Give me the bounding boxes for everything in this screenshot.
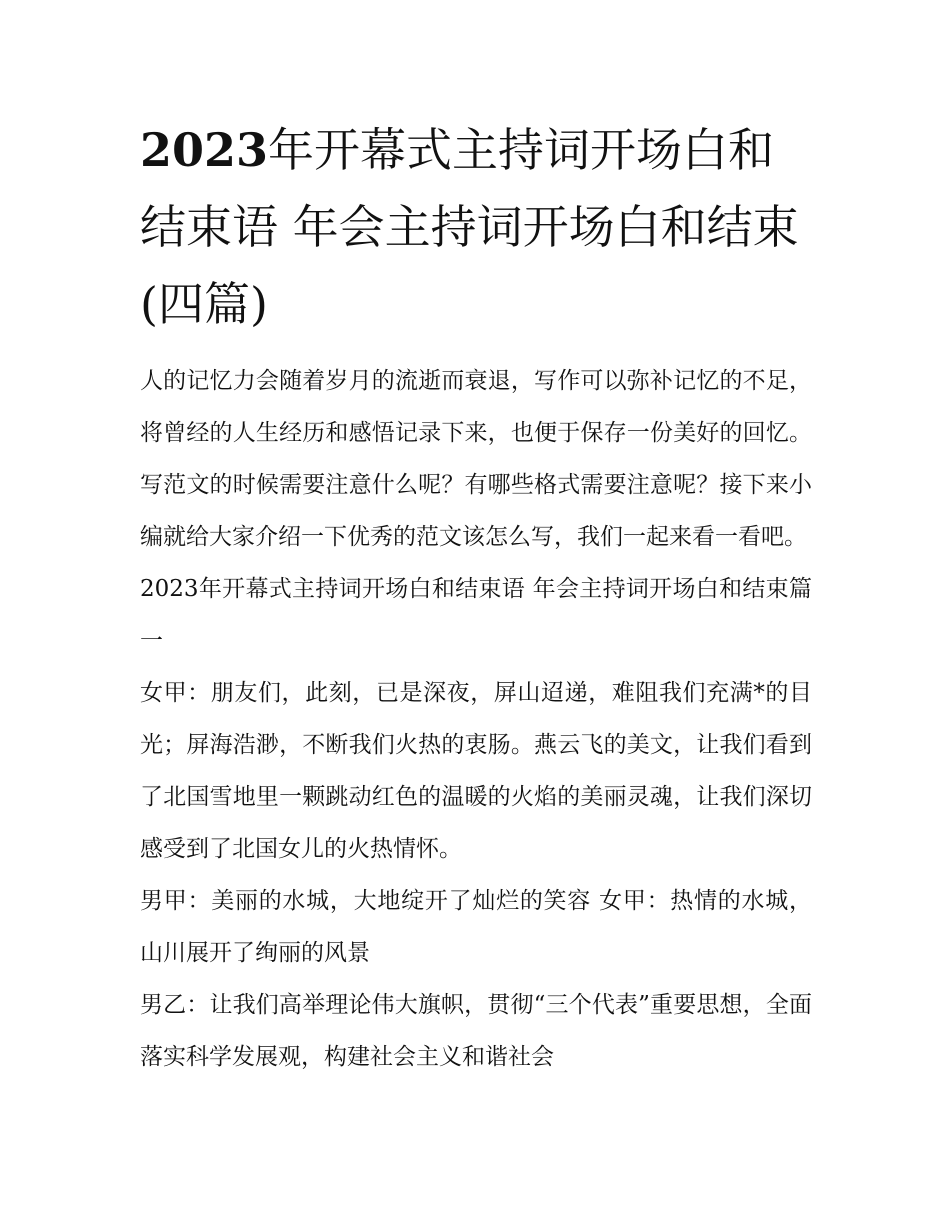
intro-paragraph: 人的记忆力会随着岁月的流逝而衰退，写作可以弥补记忆的不足，将曾经的人生经历和感悟记录下来，也便于保存一份美好的回忆。写范文的时候需要注意什么呢？有哪些格式需要注意呢？接下来小编就给大家介绍一下优秀的范文该怎么写，我们一起来看一看吧。 xyxy=(140,368,812,550)
dialogue-paragraph: 男甲：美丽的水城，大地绽开了灿烂的笑容 女甲：热情的水城，山川展开了绚丽的风景 xyxy=(140,888,812,966)
title-text: 年开幕式主持词开场白和结束语 年会主持词开场白和结束(四篇) xyxy=(140,123,799,331)
dialogue-paragraph: 女甲：朋友们，此刻，已是深夜，屏山迢递，难阻我们充满*的目光；屏海浩渺，不断我们火热的衷肠。燕云飞的美文，让我们看到了北国雪地里一颗跳动红色的温暖的火焰的美丽灵魂，让我们深切感受到了北国女儿的火热情怀。 xyxy=(140,680,812,862)
title-year: 2023 xyxy=(140,123,269,177)
document-body xyxy=(140,355,812,1083)
section-heading: 2023年开幕式主持词开场白和结束语 年会主持词开场白和结束篇一 xyxy=(140,576,812,654)
dialogue-paragraph: 男乙：让我们高举理论伟大旗帜，贯彻“三个代表”重要思想，全面落实科学发展观，构建社会主义和谐社会 xyxy=(140,992,812,1070)
document-title xyxy=(140,112,810,343)
